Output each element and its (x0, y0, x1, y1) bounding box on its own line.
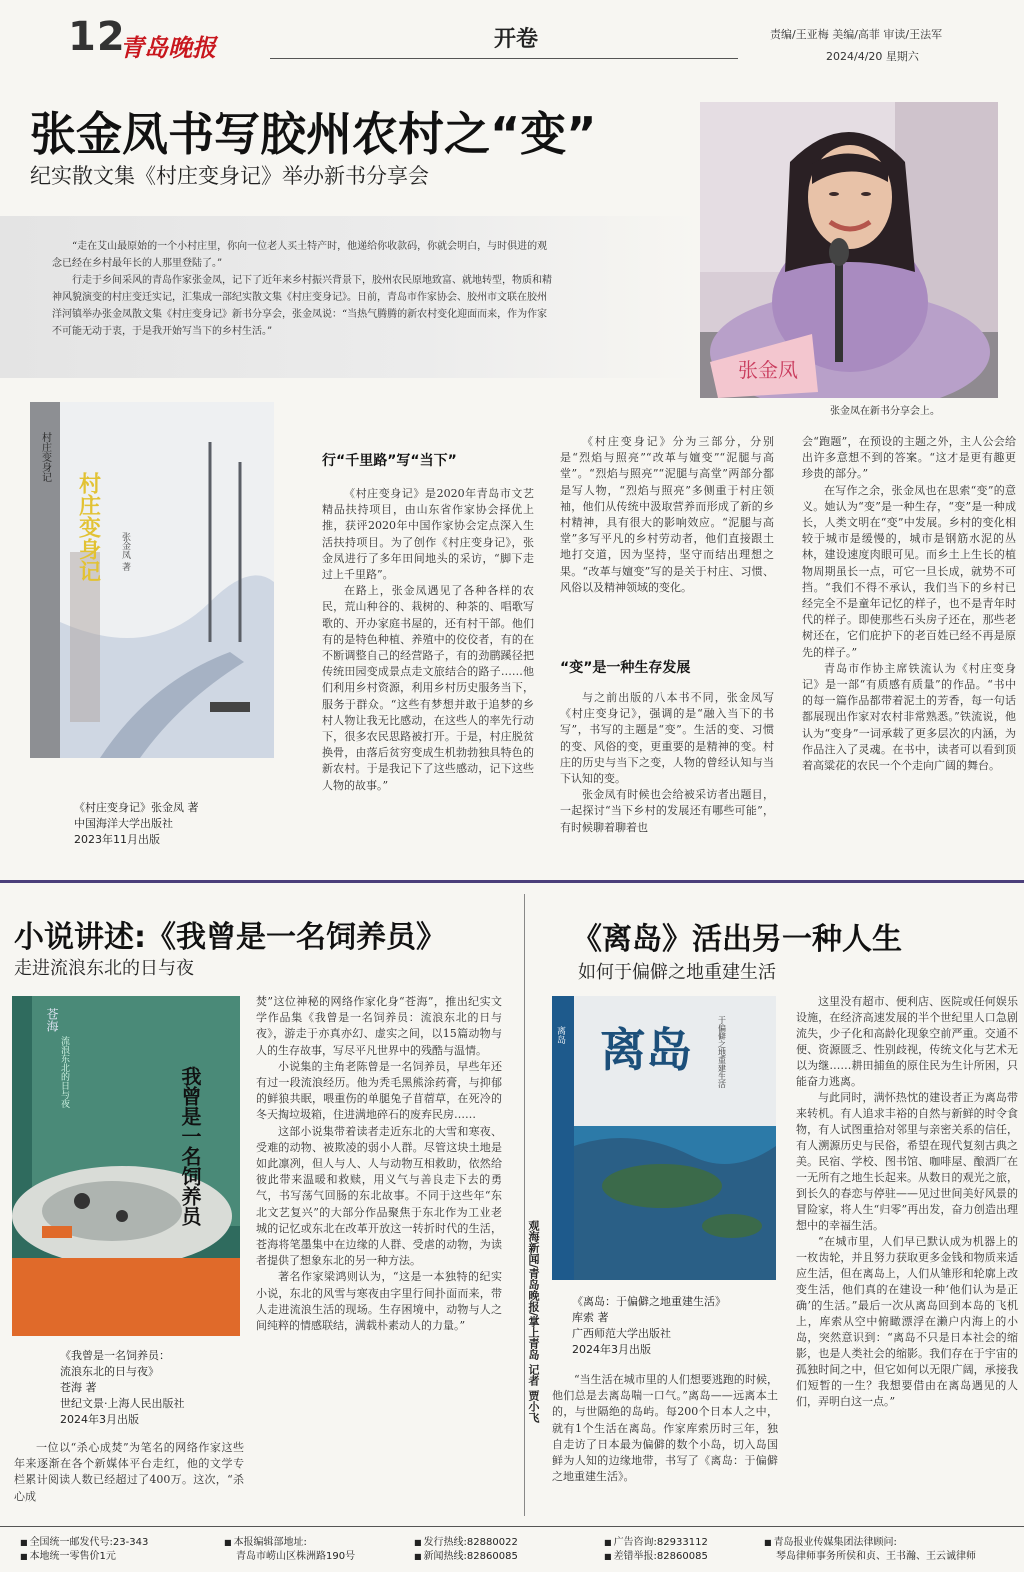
footer-rule (0, 1526, 1024, 1527)
photo-caption: 张金凤在新书分享会上。 (830, 406, 940, 417)
article-column (796, 994, 1018, 1410)
story3-subheadline: 如何于偏僻之地重建生活 (578, 962, 776, 983)
article-column (322, 486, 534, 794)
author-photo-graphic (700, 102, 998, 398)
footer-block (20, 1536, 148, 1564)
newspaper-logo: 青岛晚报 (120, 33, 216, 62)
paragraph: 《村庄变身记》分为三部分，分别是“烈焰与照亮”“改革与嬗变”“泥腿与高堂”。“烈焰与照亮”“泥腿与高堂”两部分都是写人物，“烈焰与照亮”多侧重于村庄领袖，他们从传统中汲取营养而形成了新的乡村精神，具有很大的影响效应。“泥腿与高堂”多写平凡的乡村劳动者，他们直接跟土地打交道，因为坚持，坚守而结出理想之果。“改革与嬗变”写的是关于村庄、习惯、风俗以及精神领域的变化。 (560, 435, 774, 594)
publish-date: 2024/4/20 星期六 (826, 50, 919, 63)
paragraph: 这部小说集带着读者走近东北的大雪和寒夜、受难的动物、被欺凌的弱小人群。尽管这块土地是如此凛冽，但人与人、人与动物互相救助，依然给彼此带来温暖和救赎，用义气与善良走下去的勇气，书写荡气回肠的东北故事。不同于这些年“东北文艺复兴”的大部分作品聚焦于东北作为工业老城的记忆或东北在改革开放这一转折时代的生活，苍海将笔墨集中在边缘的人群、受虐的动物，为读者提供了想象东北的另一种方法。 (256, 1124, 502, 1268)
footer-text: 本地统一零售价1元 (29, 1551, 116, 1562)
book-caption (60, 1348, 185, 1428)
cover-title: 离岛 (600, 1023, 692, 1077)
cover-title: 我曾是一名饲养员 (178, 1066, 202, 1226)
footer-text: 发行热线:82880022 (423, 1537, 518, 1548)
footer-block (764, 1536, 976, 1564)
page-number: 12 (68, 14, 126, 60)
footer-text: 差错举报:82860085 (613, 1551, 708, 1562)
story3-headline: 《离岛》活出另一种人生 (572, 922, 902, 957)
reporter-byline: 观海新闻/青岛晚报/掌上青岛 记者 贾小飞 (527, 1220, 540, 1423)
paragraph: 一位以“杀心成焚”为笔名的网络作家这些年来逐渐在各个新媒体平台走红，他的文学专栏累计阅读人数已经超过了400万。这次，“杀心成 (14, 1441, 244, 1503)
book-cover-village (30, 402, 274, 758)
masthead-rule (270, 58, 738, 59)
book-caption-line: 《我曾是一名饲养员： (60, 1349, 170, 1362)
book-caption-line: 流浪东北的日与夜》 (60, 1365, 159, 1378)
book-cover-graphic (12, 996, 240, 1336)
footer-text: 青岛报业传媒集团法律顾问: (773, 1537, 897, 1548)
footer-text: 广告咨询:82933112 (613, 1537, 708, 1548)
article-column (802, 434, 1016, 774)
cover-author: 张金凤 著 (120, 532, 130, 571)
paragraph: 与此同时，满怀热忱的建设者正为离岛带来转机。有人追求丰裕的自然与新鲜的时令食物，有人试图重拾对邻里与亲密关系的信任，有人溯源历史与民俗，希望在现代复刻古典之美。民宿、学校、图书馆、咖啡屋、酿酒厂在一无所有之地生长起来。从数日的观光之旅，到长久的春恋与停驻——见过世间美好风景的冒险家，将人生“归零”再出发，奋力创造出理想中的幸福生活。 (796, 1091, 1018, 1232)
footer-block (224, 1536, 355, 1564)
section-heading: “变”是一种生存发展 (560, 660, 691, 676)
footer-block (604, 1536, 708, 1564)
book-caption-line: 2024年3月出版 (572, 1343, 651, 1356)
section-divider (0, 880, 1024, 883)
book-cover-island (552, 996, 776, 1280)
paragraph: 小说集的主角老陈曾是一名饲养员，早些年还有过一段流浪经历。他为秃毛黑熊涂药膏，与抑郁的鲜狼共眠，喂重伤的单腿兔子苜蓿草，在死冷的冬天掏垃圾箱，住进满地碎石的废弃民房…… (256, 1059, 502, 1122)
book-caption-line: 广西师范大学出版社 (572, 1327, 671, 1340)
article-column (560, 690, 774, 836)
footer-block (414, 1536, 518, 1564)
footer-text: 新闻热线:82860085 (423, 1551, 518, 1562)
book-caption-line: 苍海 著 (60, 1381, 97, 1394)
intro-paragraph: “走在艾山最原始的一个小村庄里，你向一位老人买土特产时，他递给你收款码，你就会明白，与时俱进的观念已经在乡村最年长的人那里登陆了。” (52, 241, 548, 269)
paragraph: 在写作之余，张金凤也在思索“变”的意义。她认为“变”是一种生存，“变”是一种成长，人类文明在“变”中发展。乡村的变化相较于城市是缓慢的，城市是钢筋水泥的丛林，建设速度肉眼可见。而乡土上生长的植物周期虽长一点，可它一旦长成，就势不可挡。“我们不得不承认，我们当下的乡村已经完全不是童年记忆的样子，也不是青年时代的样子。即使那些石头房子还在，那些老树还在，它们庇护下的老百姓已经不再是原先的样子。” (802, 483, 1016, 659)
book-caption (74, 800, 199, 848)
cover-spine-title: 离岛 (555, 1026, 565, 1044)
section-title: 开卷 (494, 27, 539, 52)
cover-subtitle: 流浪东北的日与夜 (59, 1036, 69, 1108)
article-column (256, 994, 502, 1334)
intro-text (52, 238, 552, 340)
book-cover-keeper (12, 996, 240, 1336)
paragraph: 会“跑题”，在预设的主题之外，主人公会给出许多意想不到的答案。“这才是更有趣更珍贵的部分。” (802, 435, 1016, 481)
book-caption-line: 库索 著 (572, 1311, 609, 1324)
paragraph: 与之前出版的八本书不同，张金凤写《村庄变身记》，强调的是“融入当下的书写”，书写的主题是“变”。生活的变、习惯的变、风俗的变，更重要的是精神的变。村庄的历史与当下之变，人物的曾经认知与当下认知的变。 (560, 691, 774, 786)
intro-paragraph: 行走于乡间采风的青岛作家张金凤，记下了近年来乡村振兴背景下，胶州农民原地致富、就地转型，物质和精神风貌演变的村庄变迁实记，汇集成一部纪实散文集《村庄变身记》。日前，青岛市作家协会、胶州市文联在胶州洋河镇举办张金凤散文集《村庄变身记》新书分享会，张金凤说：“当热气腾腾的新农村变化迎面而来，作为作家不可能无动于衷，于是我开始写当下的乡村生活。” (52, 275, 552, 337)
footer-text: 琴岛律师事务所侯和贞、王书瀚、王云诚律师 (776, 1551, 976, 1562)
article-column (560, 434, 774, 596)
article-column (552, 1372, 778, 1485)
paragraph: “在城市里，人们早已默认成为机器上的一枚齿轮，并且努力获取更多金钱和物质来适应生活，但在离岛上，人们从雏形和轮廓上改变生活，他们真的在建设一种‘他们认为是正确’的生活。”最后一次从离岛回到本岛的飞机上，库索从空中俯瞰漂浮在濑户内海上的小岛，突然意识到：“离岛不只是日本社会的缩影，也是人类社会的缩影。我们存在于宇宙的孤独时间之中，但它如何以无限广阔，承接我们短暂的一生？我想要借由在离岛遇见的人们，弄明白这一点。” (796, 1235, 1018, 1408)
paragraph: 这里没有超市、便利店、医院或任何娱乐设施，在经济高速发展的半个世纪里人口急剧流失，少子化和高龄化现象空前严重。交通不便、资源匮乏、性别歧视，传统文化与艺术无以为继……耕田捕鱼的原住民为生计所困，只能奋力逃离。 (796, 995, 1018, 1088)
paragraph: “当生活在城市里的人们想要逃跑的时候，他们总是去离岛喘一口气。”离岛——远离本土的，与世隔绝的岛屿。每200个日本人之中，就有1个生活在离岛。作家库索历时三年，独自走访了日本最为偏僻的数个小岛，切入岛国鲜为人知的边缘地带，书写了《离岛：于偏僻之地重建生活》。 (552, 1373, 778, 1484)
book-caption-line: 2023年11月出版 (74, 833, 160, 846)
story2-headline: 小说讲述:《我曾是一名饲养员》 (14, 920, 446, 955)
book-cover-graphic (552, 996, 776, 1280)
book-caption-line: 中国海洋大学出版社 (74, 817, 173, 830)
paragraph: 在路上，张金凤遇见了各种各样的农民，荒山种谷的、栽树的、种茶的、唱歌写歌的、开办家庭书屋的，还有村干部。他们有的是特色种植、养殖中的佼佼者，有的在不断调整自己的经营路子，有的劲鹛蹊径把传统田园变成景点走文旅结合的路子……他们利用乡村资源，利用乡村历史服务当下，服务于群众。“这些有梦想并敢于追梦的乡村人物让我无比感动，在这些人的率先行动下，很多农民思路被打开。于是，村庄脱贫换骨，由落后贫穷变成生机勃勃独具特色的新农村。于是我记下了这些感动，记下这些人物的故事。” (322, 584, 534, 792)
cover-title: 村庄变身记 (75, 472, 101, 582)
book-caption-line: 世纪文景·上海人民出版社 (60, 1397, 185, 1410)
story2-subheadline: 走进流浪东北的日与夜 (14, 958, 194, 979)
author-photo (700, 102, 998, 398)
cover-author: 苍海 (45, 1008, 59, 1032)
nameplate: 张金凤 (738, 358, 798, 382)
book-caption-line: 2024年3月出版 (60, 1413, 139, 1426)
book-caption (572, 1294, 726, 1358)
cover-subtitle: 于偏僻之地重建生活 (717, 1016, 727, 1088)
paragraph: 焚”这位神秘的网络作家化身“苍海”，推出纪实文学作品集《我曾是一名饲养员：流浪东北的日与夜》，游走于亦真亦幻、虚实之间，以15篇动物与人的生存故事，写尽平凡世界中的残酷与温情。 (256, 995, 502, 1057)
cover-spine-title: 村庄变身记 (39, 432, 51, 482)
paragraph: 《村庄变身记》是2020年青岛市文艺精品扶持项目，由山东省作家协会择优上推，获评2020年中国作家协会定点深入生活扶持项目。为了创作《村庄变身记》，张金凤进行了多年田间地头的采访，“脚下走过上千里路”。 (322, 487, 534, 582)
paragraph: 张金凤有时候也会给被采访者出题目，一起探讨“当下乡村的发展还有哪些可能”，有时候聊着聊着也 (560, 788, 774, 834)
article-column (14, 1440, 244, 1505)
section-heading: 行“千里路”写“当下” (322, 453, 457, 469)
book-caption-line: 《村庄变身记》张金凤 著 (74, 801, 199, 814)
footer-text: 青岛市崂山区株洲路190号 (236, 1551, 356, 1562)
main-subheadline: 纪实散文集《村庄变身记》举办新书分享会 (30, 164, 429, 188)
footer-text: 全国统一邮发代号:23-343 (29, 1537, 149, 1548)
paragraph: 青岛市作协主席铁流认为《村庄变身记》是一部“有质感有质量”的作品。“书中的每一篇作品都带着泥土的芳香，每一句话都展现出作家对农村非常熟悉。”铁流说，他认为“变身”一词承载了更多层次的内涵，为作品注入了灵魂。在书中，读者可以看到顶着高粱花的农民一个个走向广阔的舞台。 (802, 661, 1016, 773)
book-caption-line: 《离岛：于偏僻之地重建生活》 (572, 1295, 726, 1308)
editors-line: 责编/王亚梅 美编/高菲 审读/王法军 (770, 28, 943, 41)
book-cover-graphic (30, 402, 274, 758)
main-headline: 张金凤书写胶州农村之“变” (30, 107, 597, 161)
paragraph: 著名作家梁鸿则认为，“这是一本独特的纪实小说，东北的风雪与寒夜由字里行间扑面而来，带人走进流浪生活的现场。生存困境中，动物与人之间纯粹的情感联结，满载朴素动人的力量。” (256, 1270, 502, 1333)
footer-text: 本报编辑部地址: (233, 1537, 307, 1548)
